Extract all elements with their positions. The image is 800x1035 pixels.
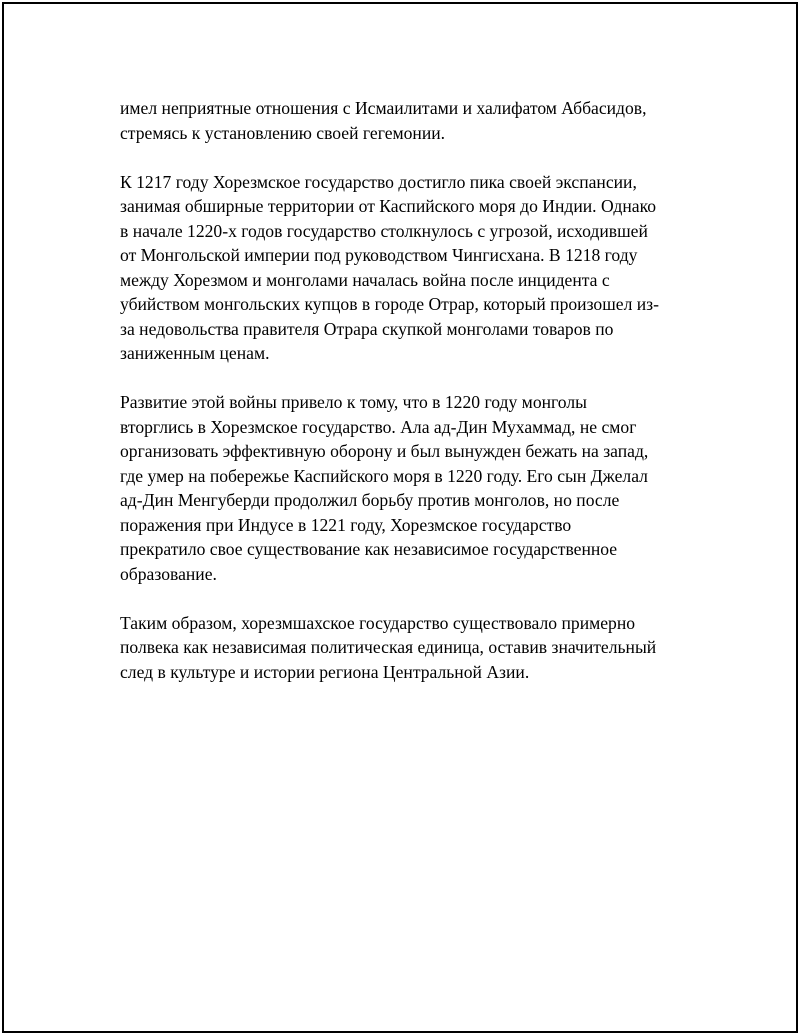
- paragraph-4: [120, 611, 692, 685]
- text-line: Развитие этой войны привело к тому, что в 1220 году монголы: [120, 392, 587, 412]
- document-page: [2, 2, 798, 1033]
- text-line: имел неприятные отношения с Исмаилитами и халифатом Аббасидов,: [120, 98, 647, 118]
- paragraph-2: [120, 170, 692, 366]
- text-line: занимая обширные территории от Каспийского моря до Индии. Однако: [120, 196, 657, 216]
- text-line: организовать эффективную оборону и был вынужден бежать на запад,: [120, 441, 649, 461]
- text-line: стремясь к установлению своей гегемонии.: [120, 122, 446, 143]
- text-line: полвека как независимая политическая единица, оставив значительный: [120, 637, 657, 657]
- text-line: заниженным ценам.: [120, 343, 270, 363]
- text-line: К 1217 году Хорезмское государство достигло пика своей экспансии,: [120, 171, 637, 192]
- text-line: прекратило свое существование как независимое государственное: [120, 539, 618, 559]
- text-line: ад-Дин Менгуберди продолжил борьбу против монголов, но после: [120, 490, 620, 510]
- text-line: где умер на побережье Каспийского моря в 1220 году. Его сын Джелал: [120, 465, 648, 486]
- paragraph-1: [120, 96, 692, 145]
- paragraph-3: [120, 390, 692, 586]
- text-line: образование.: [120, 563, 217, 584]
- text-line: убийством монгольских купцов в городе Отрар, который произошел из-: [120, 294, 659, 314]
- text-line: след в культуре и истории региона Центральной Азии.: [120, 661, 530, 682]
- text-line: вторглись в Хорезмское государство. Ала ад-Дин Мухаммад, не смог: [120, 416, 637, 437]
- document-body: [120, 96, 692, 709]
- text-line: от Монгольской империи под руководством Чингисхана. В 1218 году: [120, 245, 638, 265]
- text-line: Таким образом, хорезмшахское государство существовало примерно: [120, 612, 636, 633]
- text-line: между Хорезмом и монголами началась война после инцидента с: [120, 269, 610, 290]
- text-line: поражения при Индусе в 1221 году, Хорезмское государство: [120, 514, 572, 535]
- text-line: за недовольства правителя Отрара скупкой монголами товаров по: [120, 318, 614, 339]
- text-line: в начале 1220-х годов государство столкнулось с угрозой, исходившей: [120, 220, 648, 241]
